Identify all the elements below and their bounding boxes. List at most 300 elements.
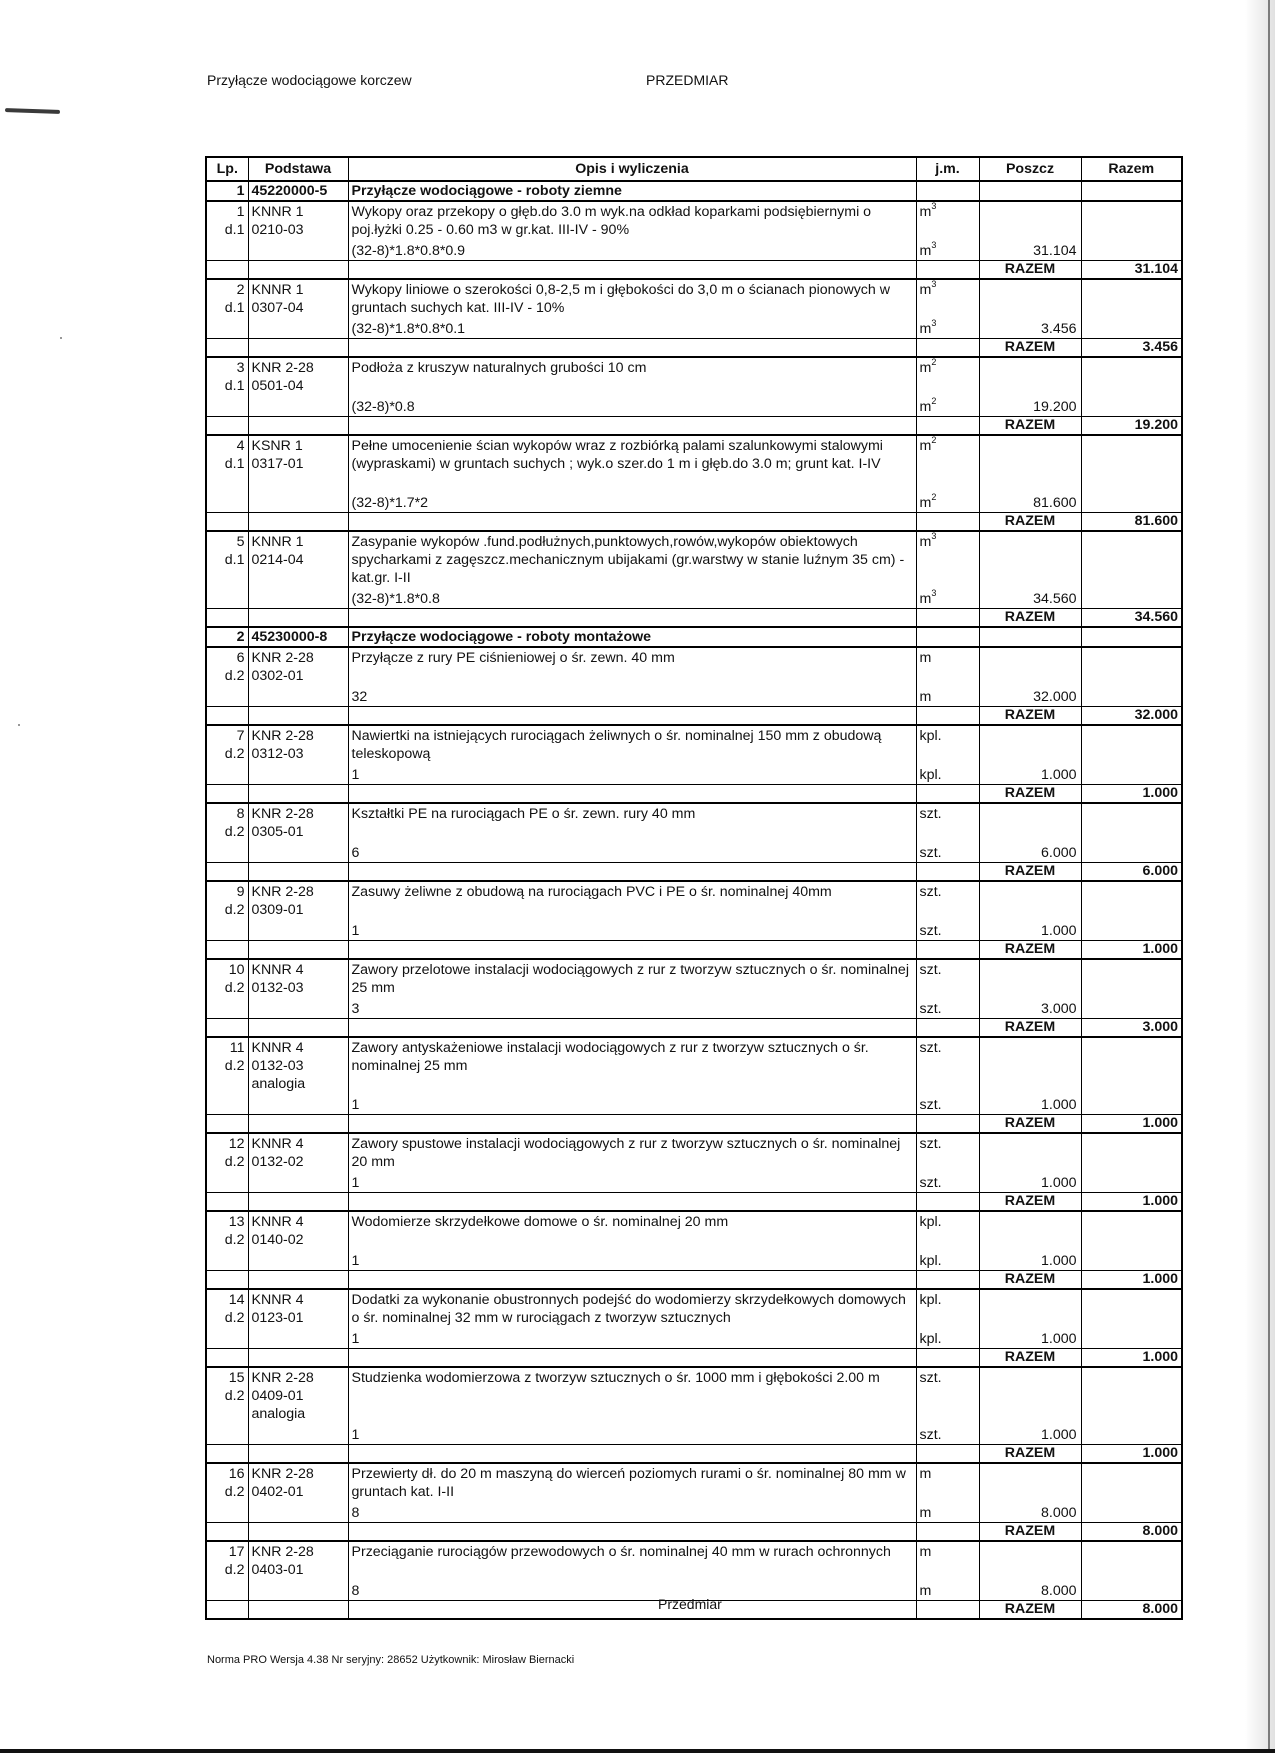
sum-value: 19.200 bbox=[1081, 417, 1182, 436]
item-description: Zawory antyskażeniowe instalacji wodociągowych z rur z tworzyw sztucznych o śr. nominalnej 25 mm bbox=[351, 1040, 869, 1074]
sum-lp-empty bbox=[206, 1523, 248, 1542]
unit-text: m bbox=[919, 1544, 932, 1560]
sum-jm-empty bbox=[916, 261, 979, 280]
item-basis-line: 0214-04 bbox=[251, 552, 304, 568]
item-row bbox=[206, 1541, 1182, 1601]
unit-text: m bbox=[919, 204, 932, 220]
unit-text: m bbox=[919, 282, 932, 298]
unit-text: m bbox=[919, 399, 932, 415]
sum-desc-empty bbox=[348, 941, 916, 960]
item-basis-line: KNNR 4 bbox=[251, 1040, 304, 1056]
item-poszcz-value: 1.000 bbox=[1040, 1253, 1077, 1269]
item-lp-cell bbox=[206, 647, 248, 707]
item-basis-cell bbox=[248, 1289, 348, 1349]
item-poszcz-cell bbox=[979, 647, 1081, 707]
footer-page-label: Przedmiar bbox=[658, 1596, 722, 1612]
document-title: PRZEDMIAR bbox=[646, 72, 729, 88]
item-basis-line: 0132-02 bbox=[251, 1154, 304, 1170]
item-poszcz-cell bbox=[979, 1289, 1081, 1349]
unit-text: szt. bbox=[919, 806, 942, 822]
item-unit-top bbox=[920, 649, 976, 667]
sum-basis-empty bbox=[248, 941, 348, 960]
unit-text: kpl. bbox=[919, 767, 942, 783]
item-razem-empty bbox=[1081, 1463, 1182, 1523]
sum-row bbox=[206, 1271, 1182, 1290]
item-lp-cell bbox=[206, 803, 248, 863]
item-unit-bottom bbox=[920, 590, 937, 608]
sum-row bbox=[206, 1445, 1182, 1464]
sum-lp-empty bbox=[206, 261, 248, 280]
item-basis-cell bbox=[248, 531, 348, 609]
sum-basis-empty bbox=[248, 1601, 348, 1620]
item-unit-cell bbox=[916, 1541, 979, 1601]
item-razem-empty bbox=[1081, 1133, 1182, 1193]
section-code: 45230000-8 bbox=[248, 627, 348, 647]
item-unit-cell bbox=[916, 201, 979, 261]
item-lp-cell bbox=[206, 725, 248, 785]
item-description: Zawory przelotowe instalacji wodociągowych z rur z tworzyw sztucznych o śr. nominalnej 25 mm bbox=[351, 962, 909, 996]
item-basis-line: KNNR 4 bbox=[251, 962, 304, 978]
item-poszcz-cell bbox=[979, 201, 1081, 261]
item-razem-empty bbox=[1081, 725, 1182, 785]
item-unit-bottom bbox=[920, 398, 937, 416]
item-description: Wykopy oraz przekopy o głęb.do 3.0 m wyk.na odkład koparkami podsiębiernymi o poj.łyżki 0.25 - 0.60 m3 w gr.kat. III-IV - 90% bbox=[351, 204, 872, 238]
item-description: Zawory spustowe instalacji wodociągowych z rur z tworzyw sztucznych o śr. nominalnej 20 mm bbox=[351, 1136, 901, 1170]
item-poszcz-value: 81.600 bbox=[1033, 495, 1077, 511]
item-description: Przewierty dł. do 20 m maszyną do wierceń poziomych rurami o śr. nominalnej 80 mm w gruntach kat. I-II bbox=[351, 1466, 906, 1500]
item-unit-top bbox=[920, 359, 976, 377]
sum-lp-empty bbox=[206, 863, 248, 882]
item-number: 4 bbox=[236, 438, 245, 454]
section-razem-empty bbox=[1081, 181, 1182, 201]
item-description-cell bbox=[348, 435, 916, 513]
unit-text: szt. bbox=[919, 1001, 942, 1017]
sum-basis-empty bbox=[248, 1349, 348, 1368]
sum-row bbox=[206, 941, 1182, 960]
item-basis-line: 0309-01 bbox=[251, 902, 304, 918]
sum-lp-empty bbox=[206, 941, 248, 960]
item-lp-cell bbox=[206, 959, 248, 1019]
item-number: 9 bbox=[236, 884, 245, 900]
sum-row bbox=[206, 1019, 1182, 1038]
item-basis-line: 0302-01 bbox=[251, 668, 304, 684]
item-subsection: d.2 bbox=[224, 1058, 245, 1074]
item-description-cell bbox=[348, 1211, 916, 1271]
item-lp-cell bbox=[206, 1211, 248, 1271]
item-unit-top bbox=[920, 727, 976, 745]
item-unit-bottom bbox=[920, 1252, 942, 1270]
sum-value: 3.456 bbox=[1081, 339, 1182, 358]
unit-exponent: 2 bbox=[931, 435, 937, 446]
bill-of-quantities-table bbox=[205, 156, 1183, 1620]
item-poszcz-value: 3.456 bbox=[1040, 321, 1077, 337]
item-unit-top bbox=[920, 883, 976, 901]
item-calculation: 1 bbox=[351, 1175, 360, 1191]
item-basis-line: KNNR 1 bbox=[251, 534, 304, 550]
item-calculation: 1 bbox=[351, 1427, 360, 1443]
item-poszcz-cell bbox=[979, 1211, 1081, 1271]
sum-basis-empty bbox=[248, 513, 348, 532]
item-row bbox=[206, 803, 1182, 863]
unit-text: szt. bbox=[919, 845, 942, 861]
item-basis-cell bbox=[248, 1037, 348, 1115]
item-calculation: 3 bbox=[351, 1001, 360, 1017]
item-unit-cell bbox=[916, 881, 979, 941]
item-description: Studzienka wodomierzowa z tworzyw sztucznych o śr. 1000 mm i głębokości 2.00 m bbox=[351, 1370, 880, 1386]
item-lp-cell bbox=[206, 435, 248, 513]
column-header-poszcz: Poszcz bbox=[979, 157, 1081, 181]
item-basis-cell bbox=[248, 647, 348, 707]
item-number: 6 bbox=[236, 650, 245, 666]
sum-desc-empty bbox=[348, 785, 916, 804]
item-calculation: 6 bbox=[351, 845, 360, 861]
sum-label: RAZEM bbox=[979, 1193, 1081, 1212]
item-number: 12 bbox=[228, 1136, 245, 1152]
item-row bbox=[206, 1037, 1182, 1115]
item-calculation: 1 bbox=[351, 1097, 360, 1113]
unit-exponent: 2 bbox=[931, 492, 937, 503]
item-description: Przeciąganie rurociągów przewodowych o śr. nominalnej 40 mm w rurach ochronnych bbox=[351, 1544, 891, 1560]
item-number: 11 bbox=[229, 1040, 245, 1056]
item-poszcz-cell bbox=[979, 1037, 1081, 1115]
item-unit-bottom bbox=[920, 922, 942, 940]
section-poszcz-empty bbox=[979, 181, 1081, 201]
item-basis-line: KNR 2-28 bbox=[251, 728, 314, 744]
item-description-cell bbox=[348, 1367, 916, 1445]
item-basis-line: 0305-01 bbox=[251, 824, 304, 840]
item-description: Nawiertki na istniejących rurociągach żeliwnych o śr. nominalnej 150 mm z obudową teleskopową bbox=[351, 728, 882, 762]
item-basis-line: 0132-03 bbox=[251, 1058, 304, 1074]
item-row bbox=[206, 725, 1182, 785]
sum-basis-empty bbox=[248, 863, 348, 882]
unit-exponent: 3 bbox=[931, 531, 937, 542]
item-unit-cell bbox=[916, 357, 979, 417]
item-unit-cell bbox=[916, 531, 979, 609]
item-description-cell bbox=[348, 1037, 916, 1115]
sum-lp-empty bbox=[206, 609, 248, 628]
sum-desc-empty bbox=[348, 1445, 916, 1464]
sum-value: 3.000 bbox=[1081, 1019, 1182, 1038]
sum-value: 31.104 bbox=[1081, 261, 1182, 280]
sum-desc-empty bbox=[348, 417, 916, 436]
item-description-cell bbox=[348, 881, 916, 941]
item-row bbox=[206, 1211, 1182, 1271]
sum-row bbox=[206, 339, 1182, 358]
sum-basis-empty bbox=[248, 785, 348, 804]
item-poszcz-value: 1.000 bbox=[1040, 1175, 1077, 1191]
item-unit-cell bbox=[916, 1367, 979, 1445]
item-poszcz-value: 32.000 bbox=[1033, 689, 1077, 705]
item-description: Przyłącze z rury PE ciśnieniowej o śr. zewn. 40 mm bbox=[351, 650, 675, 666]
item-basis-line: KNNR 4 bbox=[251, 1292, 304, 1308]
column-header-podstawa: Podstawa bbox=[248, 157, 348, 181]
item-unit-bottom bbox=[920, 1426, 942, 1444]
sum-lp-empty bbox=[206, 1193, 248, 1212]
item-description: Pełne umocenienie ścian wykopów wraz z rozbiórką palami szalunkowymi stalowymi (wypraskami) w gruntach suchych ; wyk.o szer.do 1 m i głęb.do 3.0 m; grunt kat. I-IV bbox=[351, 438, 883, 472]
item-row bbox=[206, 531, 1182, 609]
section-poszcz-empty bbox=[979, 627, 1081, 647]
item-basis-line: 0307-04 bbox=[251, 300, 304, 316]
sum-lp-empty bbox=[206, 1349, 248, 1368]
item-basis-line: 0409-01 bbox=[251, 1388, 304, 1404]
item-basis-line: KNNR 1 bbox=[251, 282, 304, 298]
item-poszcz-value: 19.200 bbox=[1033, 399, 1077, 415]
section-number: 2 bbox=[206, 627, 248, 647]
unit-text: kpl. bbox=[919, 1292, 942, 1308]
item-unit-bottom bbox=[920, 1330, 942, 1348]
unit-exponent: 3 bbox=[931, 318, 937, 329]
sum-jm-empty bbox=[916, 1019, 979, 1038]
scan-speck bbox=[60, 337, 62, 339]
item-unit-bottom bbox=[920, 242, 937, 260]
item-basis-line: KNR 2-28 bbox=[251, 1370, 314, 1386]
item-poszcz-value: 1.000 bbox=[1040, 1097, 1077, 1113]
item-basis-line: KNR 2-28 bbox=[251, 650, 314, 666]
item-unit-top bbox=[920, 281, 976, 299]
item-basis-line: 0402-01 bbox=[251, 1484, 304, 1500]
item-razem-empty bbox=[1081, 531, 1182, 609]
unit-text: m bbox=[919, 1583, 932, 1599]
unit-exponent: 3 bbox=[931, 279, 937, 290]
sum-desc-empty bbox=[348, 513, 916, 532]
item-description: Dodatki za wykonanie obustronnych podejść do wodomierzy skrzydełkowych domowych o śr. nominalnej 32 mm w rurociągach z tworzyw sztucznych bbox=[351, 1292, 906, 1326]
sum-lp-empty bbox=[206, 1601, 248, 1620]
sum-desc-empty bbox=[348, 1271, 916, 1290]
sum-lp-empty bbox=[206, 513, 248, 532]
item-number: 3 bbox=[236, 360, 245, 376]
section-title: Przyłącze wodociągowe - roboty ziemne bbox=[348, 181, 916, 201]
item-row bbox=[206, 881, 1182, 941]
sum-basis-empty bbox=[248, 417, 348, 436]
item-basis-line: 0312-03 bbox=[251, 746, 304, 762]
item-subsection: d.1 bbox=[224, 456, 245, 472]
item-description-cell bbox=[348, 1463, 916, 1523]
sum-basis-empty bbox=[248, 609, 348, 628]
item-calculation: 1 bbox=[351, 1253, 360, 1269]
item-subsection: d.1 bbox=[224, 222, 245, 238]
section-row bbox=[206, 181, 1182, 201]
item-number: 2 bbox=[236, 282, 245, 298]
unit-text: m bbox=[919, 1466, 932, 1482]
item-description-cell bbox=[348, 201, 916, 261]
sum-value: 8.000 bbox=[1081, 1523, 1182, 1542]
item-unit-top bbox=[920, 961, 976, 979]
sum-row bbox=[206, 1523, 1182, 1542]
sum-value: 1.000 bbox=[1081, 1271, 1182, 1290]
item-unit-bottom bbox=[920, 1000, 942, 1018]
item-unit-cell bbox=[916, 647, 979, 707]
item-unit-top bbox=[920, 1039, 976, 1057]
sum-label: RAZEM bbox=[979, 609, 1081, 628]
unit-text: kpl. bbox=[919, 728, 942, 744]
item-calculation: 1 bbox=[351, 767, 360, 783]
unit-exponent: 3 bbox=[931, 588, 937, 599]
sum-label: RAZEM bbox=[979, 863, 1081, 882]
sum-desc-empty bbox=[348, 339, 916, 358]
item-basis-line: analogia bbox=[251, 1076, 306, 1092]
unit-text: m bbox=[919, 591, 932, 607]
item-basis-cell bbox=[248, 201, 348, 261]
item-razem-empty bbox=[1081, 1289, 1182, 1349]
sum-value: 1.000 bbox=[1081, 1115, 1182, 1134]
item-lp-cell bbox=[206, 881, 248, 941]
sum-desc-empty bbox=[348, 1349, 916, 1368]
sum-lp-empty bbox=[206, 1271, 248, 1290]
item-poszcz-value: 3.000 bbox=[1040, 1001, 1077, 1017]
item-basis-cell bbox=[248, 1541, 348, 1601]
item-razem-empty bbox=[1081, 357, 1182, 417]
item-description-cell bbox=[348, 803, 916, 863]
table-header-row bbox=[206, 157, 1182, 181]
item-number: 15 bbox=[228, 1370, 245, 1386]
item-subsection: d.2 bbox=[224, 1484, 245, 1500]
item-row bbox=[206, 357, 1182, 417]
sum-label: RAZEM bbox=[979, 707, 1081, 726]
sum-lp-empty bbox=[206, 417, 248, 436]
unit-text: m bbox=[919, 689, 932, 705]
item-subsection: d.2 bbox=[224, 824, 245, 840]
sum-jm-empty bbox=[916, 707, 979, 726]
item-description-cell bbox=[348, 647, 916, 707]
item-poszcz-cell bbox=[979, 1133, 1081, 1193]
sum-value: 34.560 bbox=[1081, 609, 1182, 628]
item-number: 5 bbox=[236, 534, 245, 550]
item-basis-line: analogia bbox=[251, 1406, 306, 1422]
item-basis-line: KNR 2-28 bbox=[251, 1466, 314, 1482]
unit-text: m bbox=[919, 650, 932, 666]
item-description: Kształtki PE na rurociągach PE o śr. zewn. rury 40 mm bbox=[351, 806, 696, 822]
item-basis-line: KNR 2-28 bbox=[251, 360, 314, 376]
unit-text: szt. bbox=[919, 1427, 942, 1443]
sum-label: RAZEM bbox=[979, 513, 1081, 532]
item-basis-line: KNR 2-28 bbox=[251, 806, 314, 822]
item-basis-line: 0210-03 bbox=[251, 222, 304, 238]
item-razem-empty bbox=[1081, 279, 1182, 339]
unit-text: szt. bbox=[919, 1370, 942, 1386]
item-description-cell bbox=[348, 357, 916, 417]
unit-text: m bbox=[919, 243, 932, 259]
item-razem-empty bbox=[1081, 881, 1182, 941]
sum-desc-empty bbox=[348, 1523, 916, 1542]
item-poszcz-cell bbox=[979, 279, 1081, 339]
sum-row bbox=[206, 1193, 1182, 1212]
sum-jm-empty bbox=[916, 785, 979, 804]
sum-basis-empty bbox=[248, 1445, 348, 1464]
item-lp-cell bbox=[206, 1367, 248, 1445]
sum-value: 6.000 bbox=[1081, 863, 1182, 882]
sum-value: 81.600 bbox=[1081, 513, 1182, 532]
item-lp-cell bbox=[206, 1133, 248, 1193]
item-poszcz-value: 1.000 bbox=[1040, 923, 1077, 939]
item-row bbox=[206, 435, 1182, 513]
item-unit-top bbox=[920, 1465, 976, 1483]
sum-basis-empty bbox=[248, 339, 348, 358]
scan-bottom-edge bbox=[0, 1749, 1275, 1753]
item-calculation: 8 bbox=[351, 1505, 360, 1521]
item-poszcz-cell bbox=[979, 881, 1081, 941]
item-subsection: d.1 bbox=[224, 378, 245, 394]
sum-label: RAZEM bbox=[979, 941, 1081, 960]
sum-desc-empty bbox=[348, 1115, 916, 1134]
sum-lp-empty bbox=[206, 1445, 248, 1464]
item-razem-empty bbox=[1081, 1541, 1182, 1601]
sum-desc-empty bbox=[348, 261, 916, 280]
item-poszcz-cell bbox=[979, 357, 1081, 417]
sum-label: RAZEM bbox=[979, 1019, 1081, 1038]
item-description-cell bbox=[348, 1541, 916, 1601]
sum-jm-empty bbox=[916, 339, 979, 358]
item-unit-top bbox=[920, 1291, 976, 1309]
item-row bbox=[206, 647, 1182, 707]
item-poszcz-value: 1.000 bbox=[1040, 767, 1077, 783]
item-unit-top bbox=[920, 203, 976, 221]
item-poszcz-cell bbox=[979, 725, 1081, 785]
item-poszcz-cell bbox=[979, 959, 1081, 1019]
sum-label: RAZEM bbox=[979, 1523, 1081, 1542]
sum-label: RAZEM bbox=[979, 1445, 1081, 1464]
item-description: Wodomierze skrzydełkowe domowe o śr. nominalnej 20 mm bbox=[351, 1214, 729, 1230]
item-poszcz-value: 1.000 bbox=[1040, 1331, 1077, 1347]
unit-text: m bbox=[919, 438, 932, 454]
item-lp-cell bbox=[206, 201, 248, 261]
item-poszcz-value: 6.000 bbox=[1040, 845, 1077, 861]
item-lp-cell bbox=[206, 1463, 248, 1523]
sum-desc-empty bbox=[348, 1601, 916, 1620]
table-body bbox=[206, 181, 1182, 1619]
unit-text: kpl. bbox=[919, 1331, 942, 1347]
item-basis-line: KSNR 1 bbox=[251, 438, 303, 454]
item-unit-top bbox=[920, 1369, 976, 1387]
sum-jm-empty bbox=[916, 417, 979, 436]
item-unit-bottom bbox=[920, 1096, 942, 1114]
sum-label: RAZEM bbox=[979, 785, 1081, 804]
item-subsection: d.2 bbox=[224, 746, 245, 762]
unit-exponent: 3 bbox=[931, 240, 937, 251]
item-subsection: d.2 bbox=[224, 1154, 245, 1170]
sum-value: 1.000 bbox=[1081, 1193, 1182, 1212]
item-unit-bottom bbox=[920, 766, 942, 784]
item-subsection: d.2 bbox=[224, 1310, 245, 1326]
sum-value: 1.000 bbox=[1081, 1349, 1182, 1368]
item-unit-bottom bbox=[920, 1174, 942, 1192]
item-unit-bottom bbox=[920, 1504, 932, 1522]
item-basis-line: 0132-03 bbox=[251, 980, 304, 996]
item-unit-top bbox=[920, 437, 976, 455]
sum-row bbox=[206, 707, 1182, 726]
item-basis-cell bbox=[248, 1133, 348, 1193]
item-calculation: (32-8)*1.8*0.8*0.1 bbox=[351, 321, 466, 337]
item-subsection: d.2 bbox=[224, 1388, 245, 1404]
item-row bbox=[206, 1463, 1182, 1523]
item-calculation: 1 bbox=[351, 923, 360, 939]
item-row bbox=[206, 1289, 1182, 1349]
sum-jm-empty bbox=[916, 1193, 979, 1212]
item-subsection: d.2 bbox=[224, 902, 245, 918]
item-basis-cell bbox=[248, 725, 348, 785]
unit-text: szt. bbox=[919, 884, 942, 900]
sum-label: RAZEM bbox=[979, 1115, 1081, 1134]
sum-lp-empty bbox=[206, 339, 248, 358]
sum-label: RAZEM bbox=[979, 261, 1081, 280]
item-razem-empty bbox=[1081, 803, 1182, 863]
item-unit-bottom bbox=[920, 688, 932, 706]
sum-lp-empty bbox=[206, 707, 248, 726]
item-calculation: 8 bbox=[351, 1583, 360, 1599]
item-poszcz-cell bbox=[979, 531, 1081, 609]
sum-desc-empty bbox=[348, 1193, 916, 1212]
item-basis-line: 0140-02 bbox=[251, 1232, 304, 1248]
sum-jm-empty bbox=[916, 863, 979, 882]
